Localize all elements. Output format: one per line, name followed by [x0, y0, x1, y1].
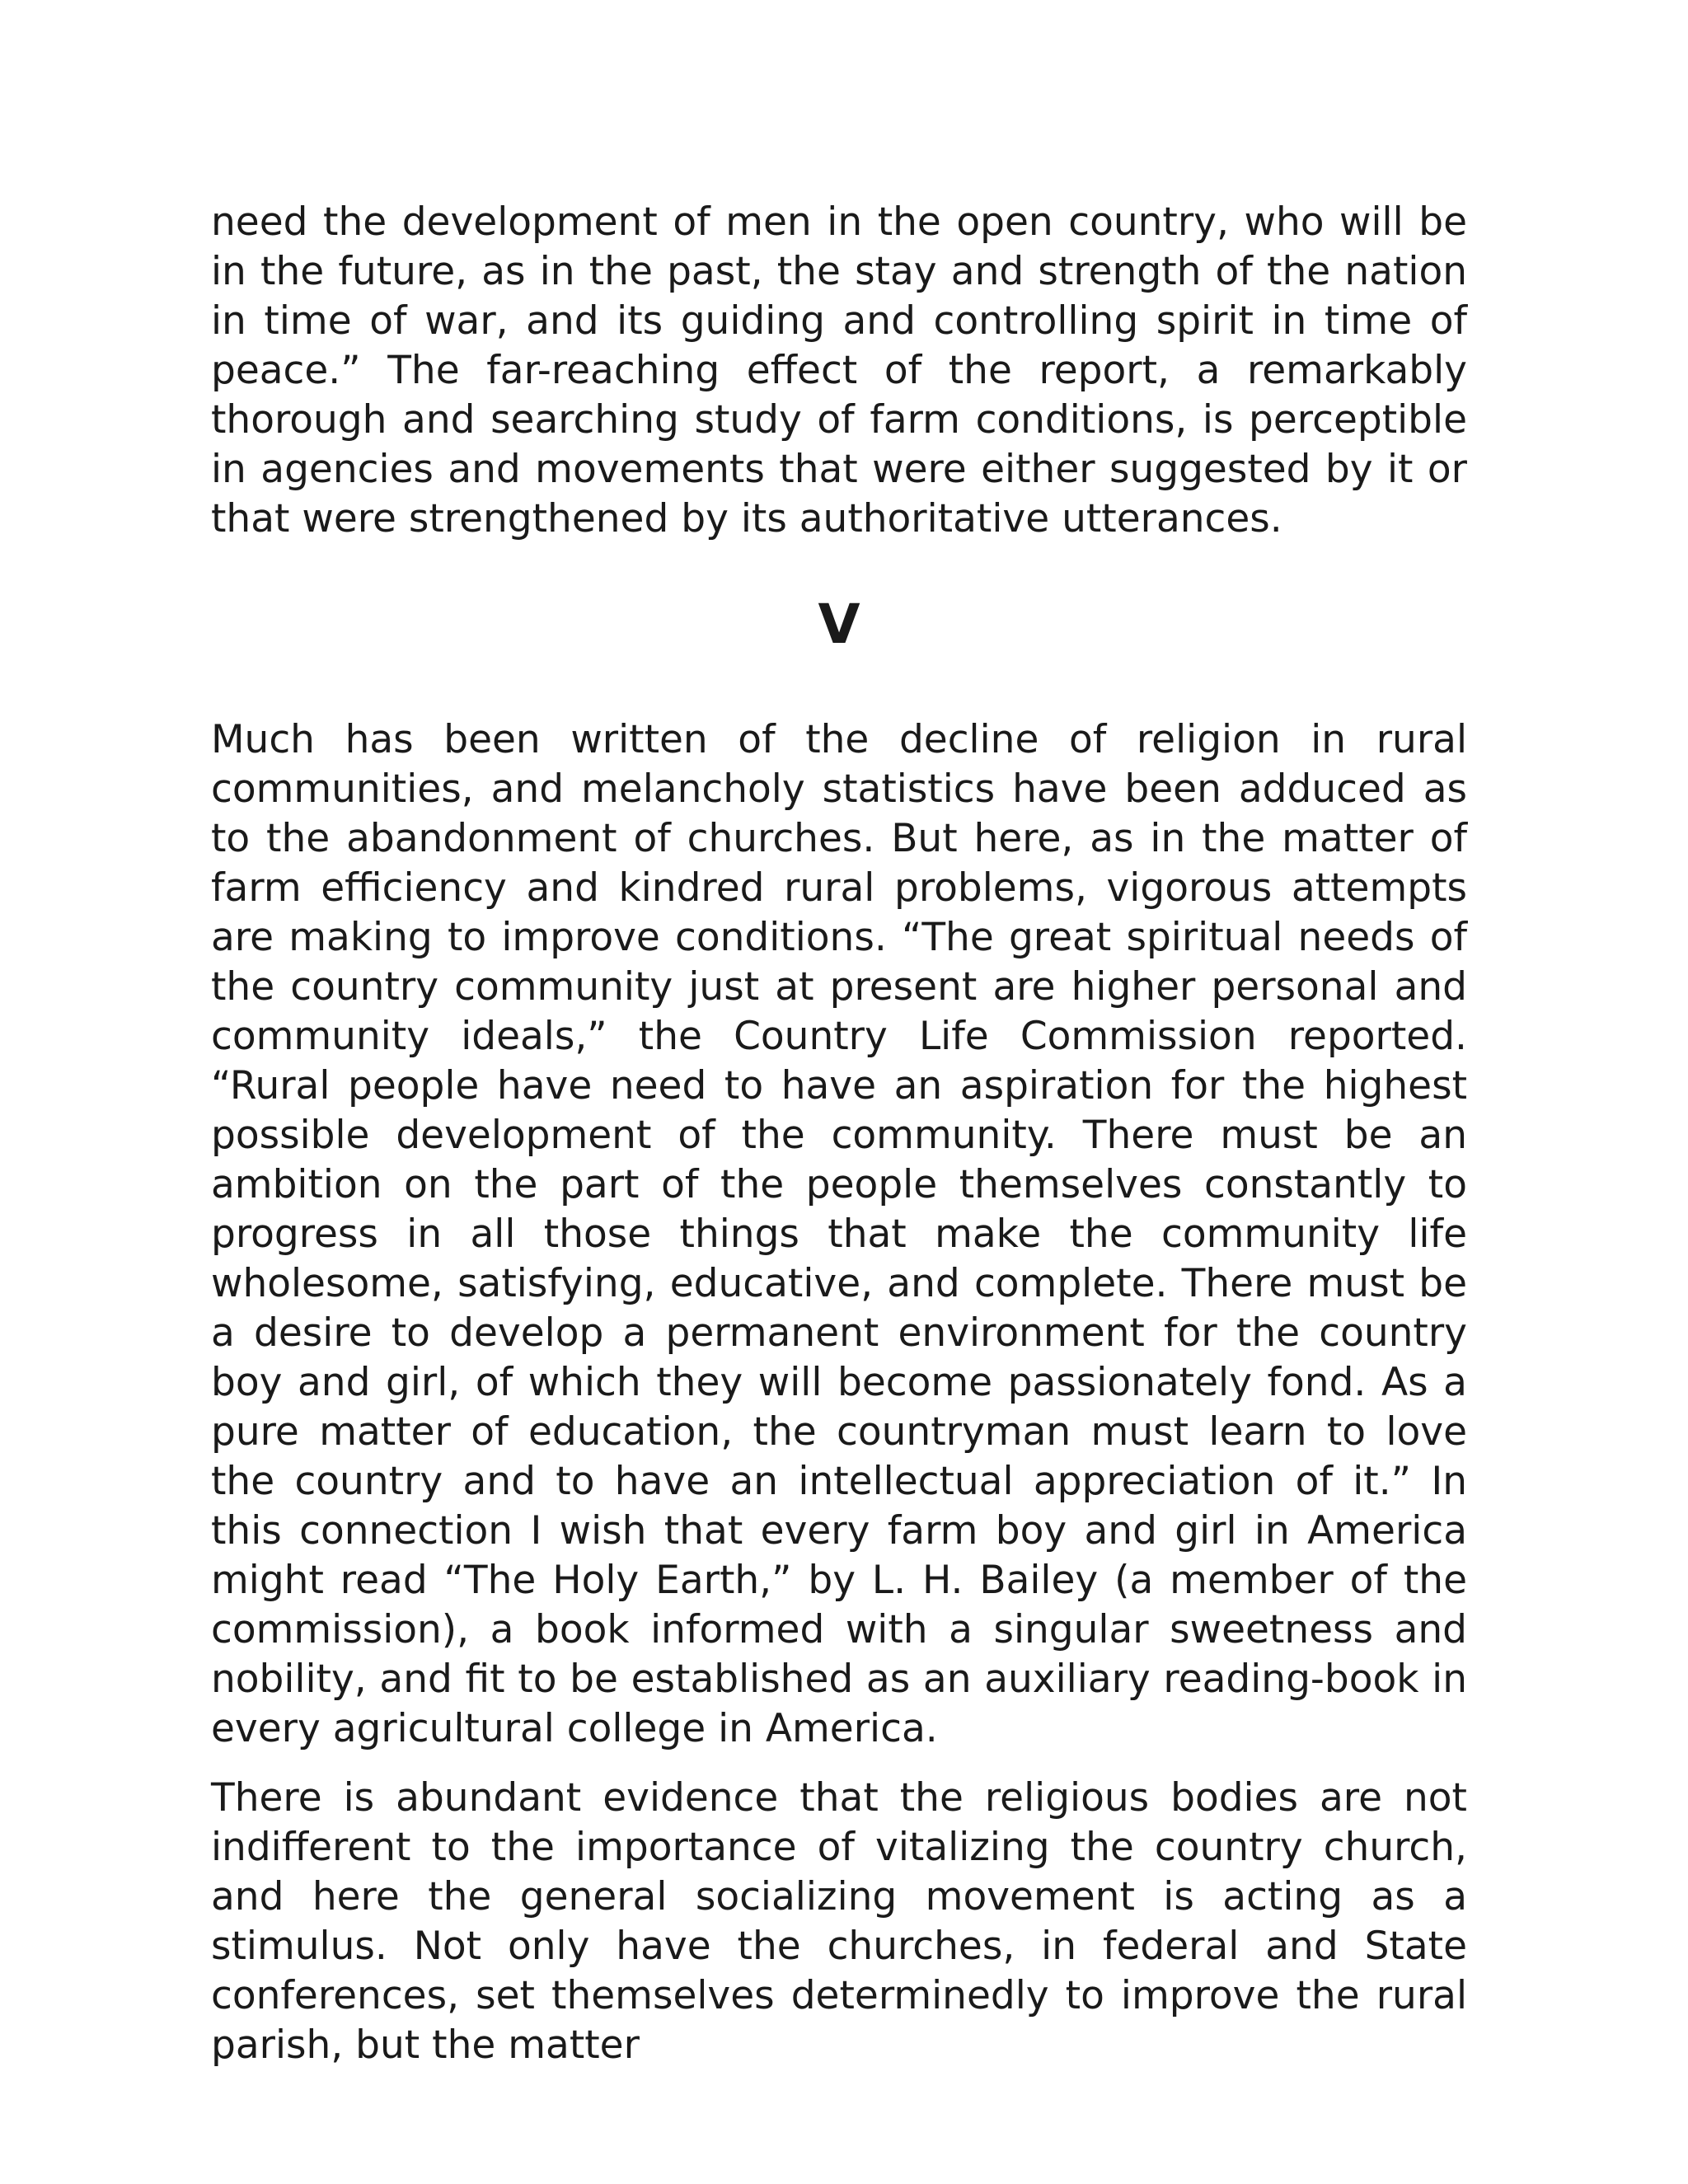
paragraph-religious-bodies: There is abundant evidence that the religious bodies are not indifferent to the importance of vitalizing the country church, and here the general socializing movement is acting as a stimulus. Not only have the churches, in federal and State conferences, set themselves determinedly to improve the rural parish, but the matter: [211, 1775, 1467, 2068]
document-page: [211, 198, 1467, 2070]
paragraph-religion-decline: Much has been written of the decline of religion in rural communities, and melancholy statistics have been adduced as to the abandonment of churches. But here, as in the matter of farm efficiency and kindred rural problems, vigorous attempts are making to improve conditions. “The great spiritual needs of the country community just at present are higher personal and community ideals,” the Country Life Commission reported. “Rural people have need to have an aspiration for the highest possible development of the community. There must be an ambition on the part of the people themselves constantly to progress in all those things that make the community life wholesome, satisfying, educative, and complete. There must be a desire to develop a permanent environment for the country boy and girl, of which they will become passionately fond. As a pure matter of education, the countryman must learn to love the country and to have an intellectual appreciation of it.” In this connection I wish that every farm boy and girl in America might read “The Holy Earth,” by L. H. Bailey (a member of the commission), a book informed with a singular sweetness and nobility, and fit to be established as an auxiliary reading-book in every agricultural college in America.: [211, 717, 1467, 1751]
paragraph-continued: need the development of men in the open country, who will be in the future, as in the past, the stay and strength of the nation in time of war, and its guiding and controlling spirit in time of peace.” The far-reaching effect of the report, a remarkably thorough and searching study of farm conditions, is perceptible in agencies and movements that were either suggested by it or that were strengthened by its authoritative utterances.: [211, 199, 1467, 541]
section-heading: V: [818, 593, 860, 656]
